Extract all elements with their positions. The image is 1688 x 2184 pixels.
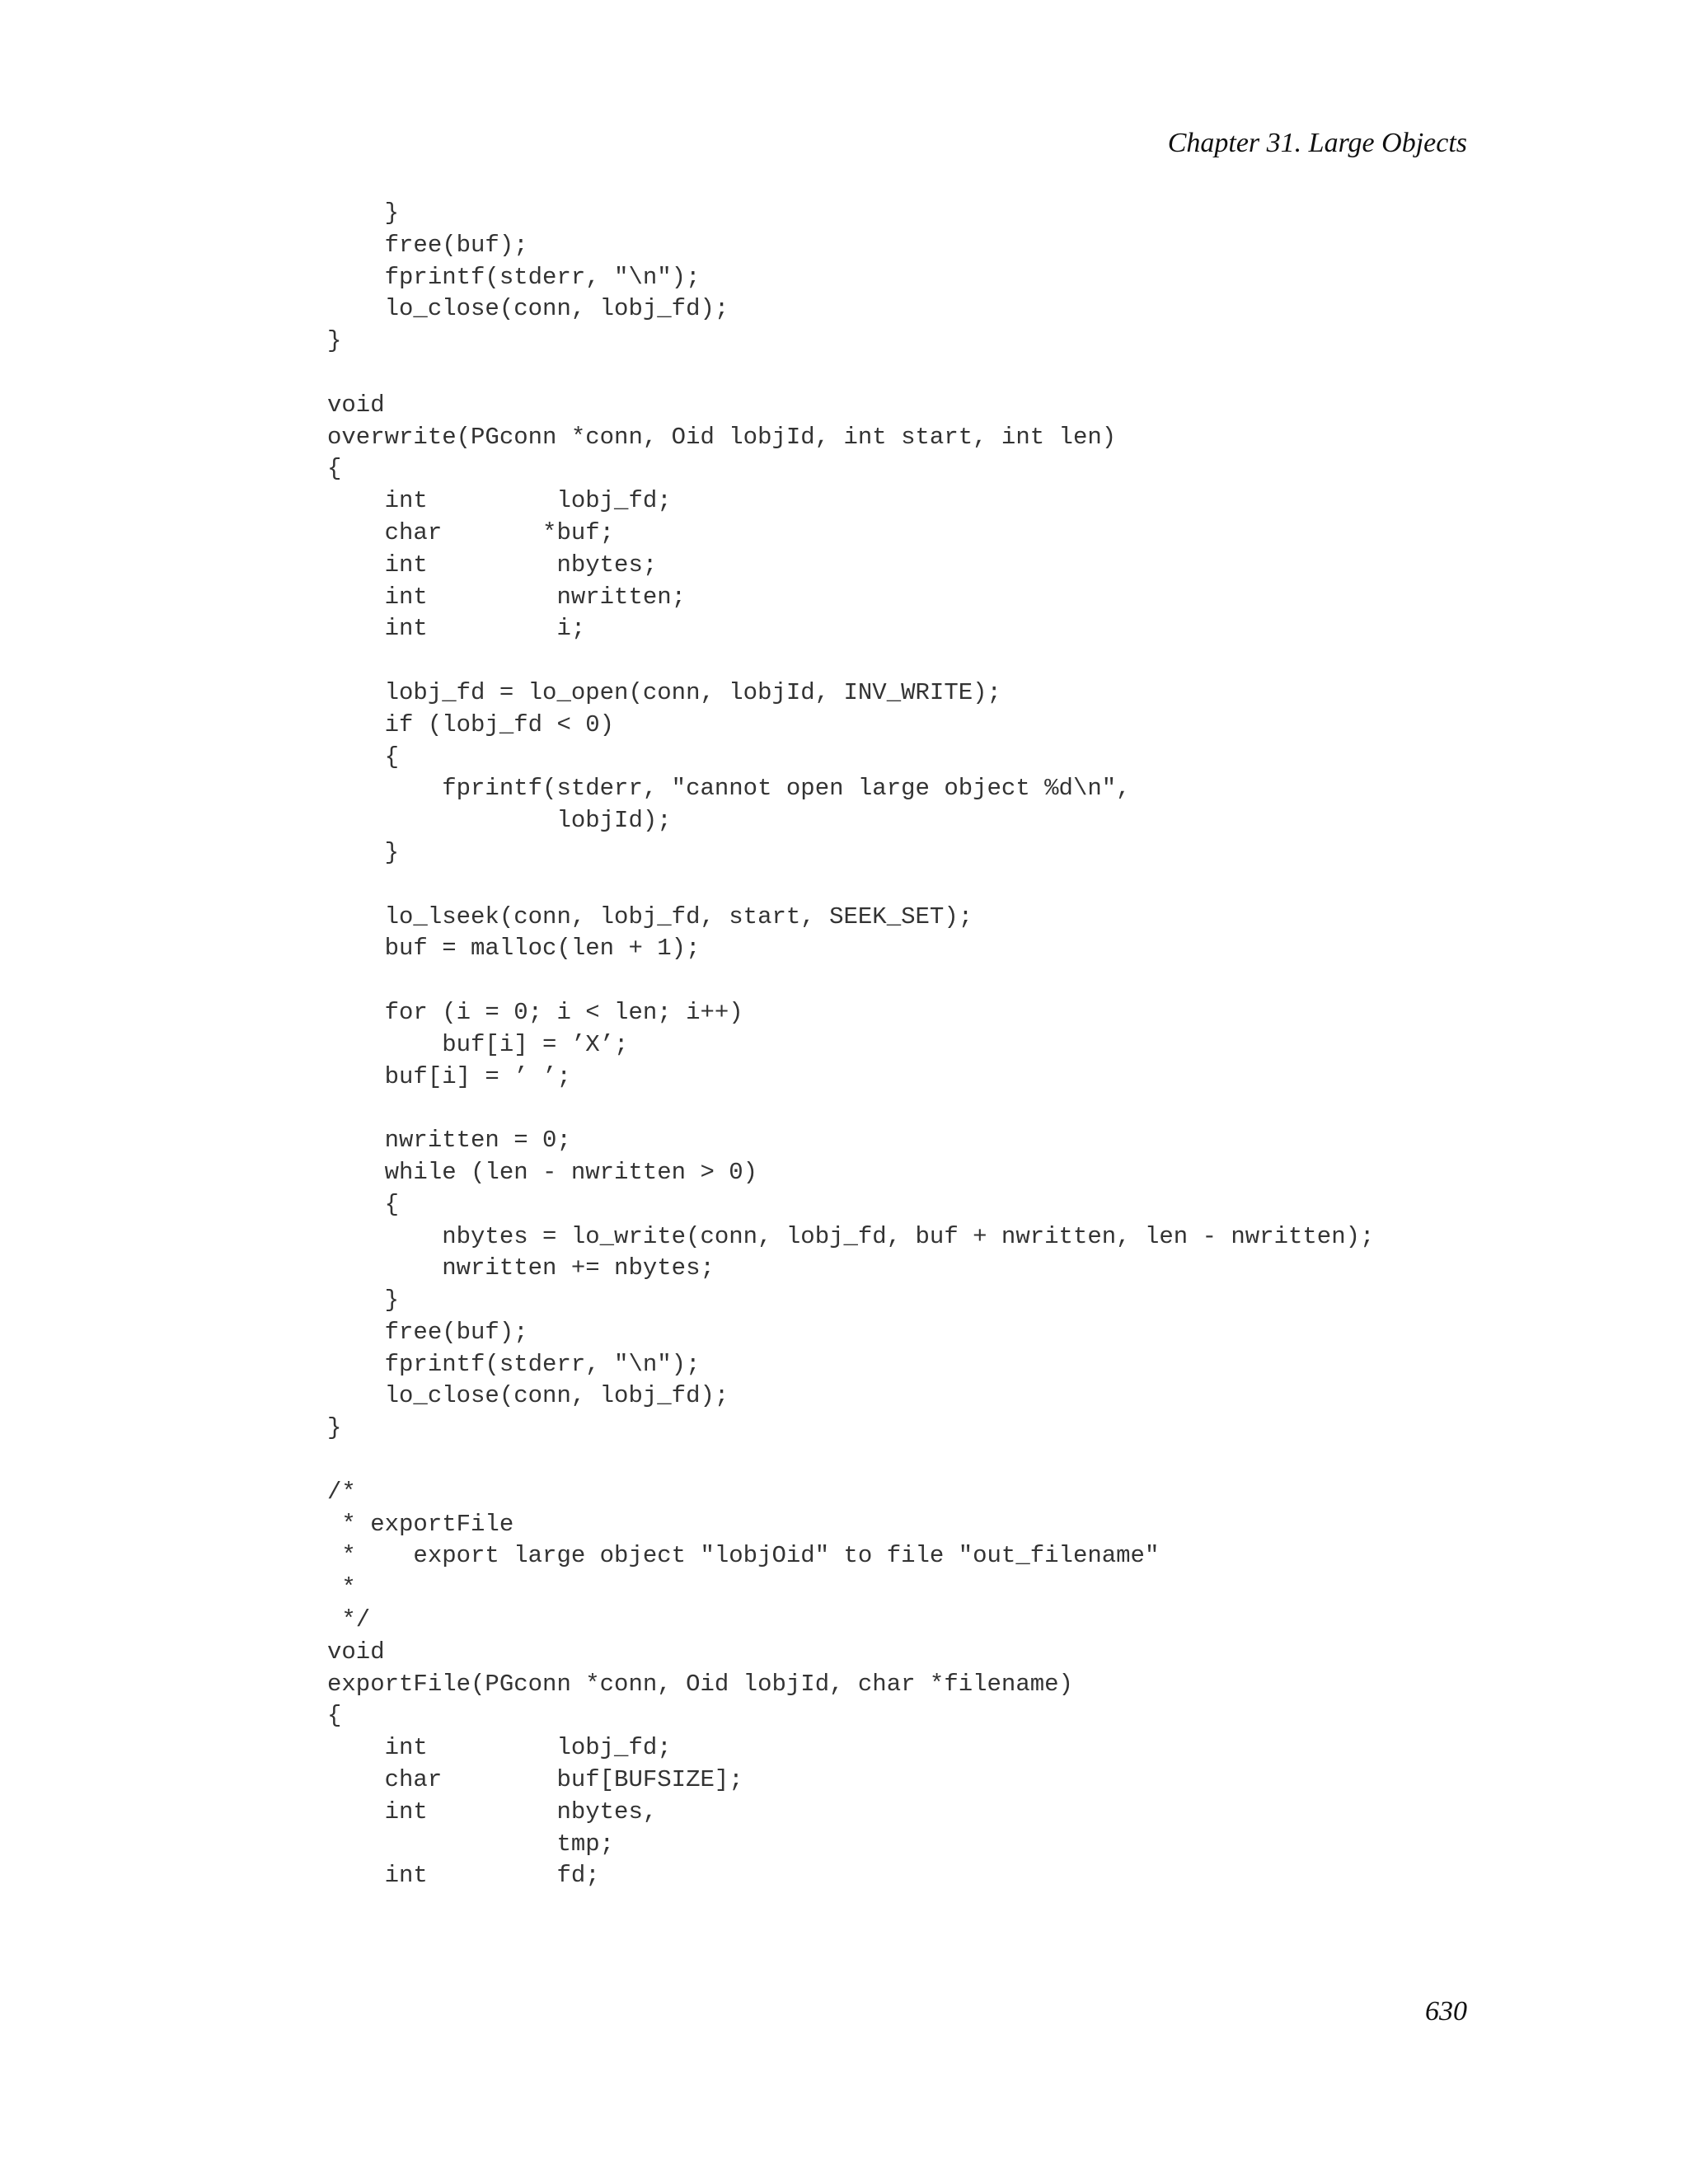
code-line: char buf[BUFSIZE]; xyxy=(327,1766,743,1794)
code-line: fprintf(stderr, "cannot open large object %d\n", xyxy=(327,775,1131,803)
code-line: { xyxy=(327,1702,342,1730)
code-line: */ xyxy=(327,1606,371,1634)
code-line: * xyxy=(327,1574,356,1602)
code-line: overwrite(PGconn *conn, Oid lobjId, int start, int len) xyxy=(327,423,1117,451)
code-line: { xyxy=(327,743,400,771)
code-line: while (len - nwritten > 0) xyxy=(327,1158,758,1186)
code-line: char *buf; xyxy=(327,518,615,546)
code-line: int nbytes; xyxy=(327,551,658,579)
code-line: int nwritten; xyxy=(327,583,687,611)
code-line: /* xyxy=(327,1478,356,1506)
code-line: if (lobj_fd < 0) xyxy=(327,710,615,738)
code-line: void xyxy=(327,1638,385,1666)
code-line: } xyxy=(327,1286,400,1315)
code-line: } xyxy=(327,1414,342,1442)
code-line: lo_lseek(conn, lobj_fd, start, SEEK_SET); xyxy=(327,902,973,930)
code-line xyxy=(327,1445,1374,1477)
code-line: int i; xyxy=(327,615,586,643)
code-line xyxy=(327,1093,1374,1125)
page-number: 630 xyxy=(1425,1996,1467,2027)
code-line: int lobj_fd; xyxy=(327,1734,672,1762)
code-line: nbytes = lo_write(conn, lobj_fd, buf + nwritten, len - nwritten); xyxy=(327,1222,1375,1250)
code-line: * export large object "lobjOid" to file "out_filename" xyxy=(327,1542,1160,1570)
code-line: * exportFile xyxy=(327,1510,514,1538)
code-line: lobjId); xyxy=(327,807,672,835)
code-line xyxy=(327,965,1374,997)
code-line: { xyxy=(327,1190,400,1218)
code-line: buf[i] = ’ ’; xyxy=(327,1062,571,1090)
code-line: nwritten = 0; xyxy=(327,1127,571,1155)
code-line: buf[i] = ’X’; xyxy=(327,1030,629,1058)
code-listing xyxy=(327,198,1374,1892)
code-line: tmp; xyxy=(327,1830,615,1858)
code-line: free(buf); xyxy=(327,231,528,259)
chapter-header: Chapter 31. Large Objects xyxy=(1167,128,1467,158)
code-line: } xyxy=(327,199,400,227)
code-line: free(buf); xyxy=(327,1318,528,1346)
code-line: } xyxy=(327,838,400,866)
code-line: lo_close(conn, lobj_fd); xyxy=(327,295,729,323)
code-line xyxy=(327,645,1374,677)
code-line: int nbytes, xyxy=(327,1797,658,1825)
code-line: int lobj_fd; xyxy=(327,487,672,515)
code-line: lobj_fd = lo_open(conn, lobjId, INV_WRITE); xyxy=(327,678,1001,706)
code-line xyxy=(327,869,1374,902)
code-line: fprintf(stderr, "\n"); xyxy=(327,263,701,291)
code-line: buf = malloc(len + 1); xyxy=(327,935,701,963)
code-line: for (i = 0; i < len; i++) xyxy=(327,998,743,1026)
code-line: fprintf(stderr, "\n"); xyxy=(327,1350,701,1378)
code-line: } xyxy=(327,327,342,355)
code-line: void xyxy=(327,391,385,419)
code-line: { xyxy=(327,455,342,483)
code-line xyxy=(327,358,1374,390)
code-line: nwritten += nbytes; xyxy=(327,1254,715,1282)
code-line: exportFile(PGconn *conn, Oid lobjId, char *filename) xyxy=(327,1670,1073,1698)
code-line: lo_close(conn, lobj_fd); xyxy=(327,1382,729,1410)
code-line: int fd; xyxy=(327,1862,600,1890)
